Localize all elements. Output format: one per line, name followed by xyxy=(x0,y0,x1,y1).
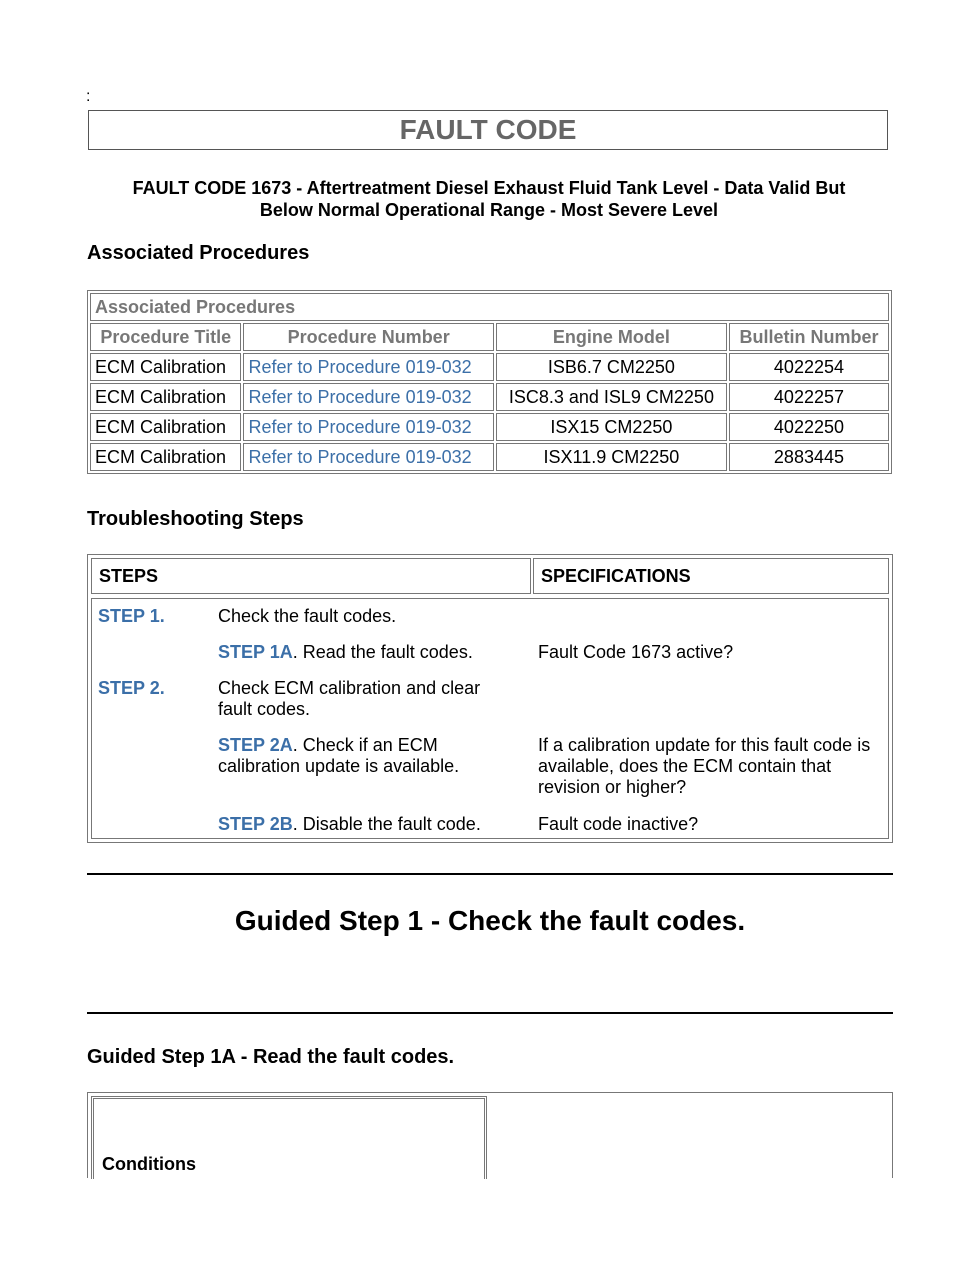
fault-code-title xyxy=(88,177,890,221)
step-2a-row xyxy=(218,735,518,777)
step-2b-link[interactable]: STEP 2B xyxy=(218,814,293,834)
procedure-link[interactable]: Refer to Procedure 019-032 xyxy=(248,386,472,407)
step-1a-text: . Read the fault codes. xyxy=(292,642,473,662)
bulletin-number-cell: 2883445 xyxy=(729,443,889,471)
step-2a-spec: If a calibration update for this fault code is available, does the ECM contain that revision or higher? xyxy=(538,735,871,797)
steps-column-header xyxy=(91,558,531,594)
section-divider xyxy=(87,1012,893,1014)
engine-model-cell: ISB6.7 CM2250 xyxy=(496,353,727,381)
associated-procedures-table xyxy=(87,290,892,474)
bulletin-number-cell: 4022254 xyxy=(729,353,889,381)
engine-model-cell: ISC8.3 and ISL9 CM2250 xyxy=(496,383,727,411)
fault-code-banner xyxy=(88,110,888,150)
procedure-title-cell: ECM Calibration xyxy=(90,383,241,411)
guided-step-1-title: Guided Step 1 - Check the fault codes. xyxy=(234,905,746,936)
engine-model-cell: ISX11.9 CM2250 xyxy=(496,443,727,471)
conditions-cell xyxy=(91,1096,487,1179)
step-1-link[interactable]: STEP 1. xyxy=(98,606,165,626)
guided-step-1a-heading: Guided Step 1A - Read the fault codes. xyxy=(87,1046,455,1068)
step-1a-link[interactable]: STEP 1A xyxy=(218,642,293,662)
column-header: Procedure Title xyxy=(90,323,241,351)
table-row xyxy=(90,413,889,441)
troubleshooting-steps-heading: Troubleshooting Steps xyxy=(87,508,304,530)
specifications-header-label: SPECIFICATIONS xyxy=(541,565,691,586)
procedure-title-cell: ECM Calibration xyxy=(90,443,241,471)
fault-code-banner-title: FAULT CODE xyxy=(399,114,577,145)
step-2b-text: . Disable the fault code. xyxy=(292,814,481,834)
fault-code-title-line1: FAULT CODE 1673 - Aftertreatment Diesel Exhaust Fluid Tank Level - Data Valid But xyxy=(132,178,846,198)
fault-code-title-line2: Below Normal Operational Range - Most Severe Level xyxy=(259,200,719,220)
table-row xyxy=(90,443,889,471)
table-header-row xyxy=(90,323,889,351)
step-1a-spec: Fault Code 1673 active? xyxy=(538,642,734,662)
step-2a-text: . Check if an ECM calibration update is available. xyxy=(218,735,460,776)
section-divider xyxy=(87,873,893,875)
column-header: Engine Model xyxy=(496,323,727,351)
step-2-link[interactable]: STEP 2. xyxy=(98,678,165,698)
page-colon: : xyxy=(86,88,91,105)
procedure-link[interactable]: Refer to Procedure 019-032 xyxy=(248,446,472,467)
engine-model-cell: ISX15 CM2250 xyxy=(496,413,727,441)
column-header: Bulletin Number xyxy=(729,323,889,351)
step-1a-row xyxy=(218,642,518,663)
troubleshooting-table xyxy=(87,554,893,843)
step-2b-row xyxy=(218,814,518,835)
bulletin-number-cell: 4022257 xyxy=(729,383,889,411)
step-2b-spec: Fault code inactive? xyxy=(538,814,699,834)
procedure-title-cell: ECM Calibration xyxy=(90,353,241,381)
procedure-title-cell: ECM Calibration xyxy=(90,413,241,441)
conditions-label: Conditions xyxy=(102,1154,196,1174)
table-row xyxy=(90,383,889,411)
table-caption: Associated Procedures xyxy=(90,293,889,321)
step-1-text: Check the fault codes. xyxy=(218,606,397,626)
specifications-column-header xyxy=(533,558,889,594)
associated-procedures-heading: Associated Procedures xyxy=(87,242,310,264)
step-2a-link[interactable]: STEP 2A xyxy=(218,735,293,755)
troubleshooting-body xyxy=(91,598,889,839)
bulletin-number-cell: 4022250 xyxy=(729,413,889,441)
steps-header-label: STEPS xyxy=(99,565,159,586)
conditions-table xyxy=(87,1092,893,1178)
column-header: Procedure Number xyxy=(243,323,493,351)
procedure-link[interactable]: Refer to Procedure 019-032 xyxy=(248,416,472,437)
procedure-link[interactable]: Refer to Procedure 019-032 xyxy=(248,356,472,377)
table-row xyxy=(90,353,889,381)
step-2-text: Check ECM calibration and clear fault codes. xyxy=(218,678,481,719)
